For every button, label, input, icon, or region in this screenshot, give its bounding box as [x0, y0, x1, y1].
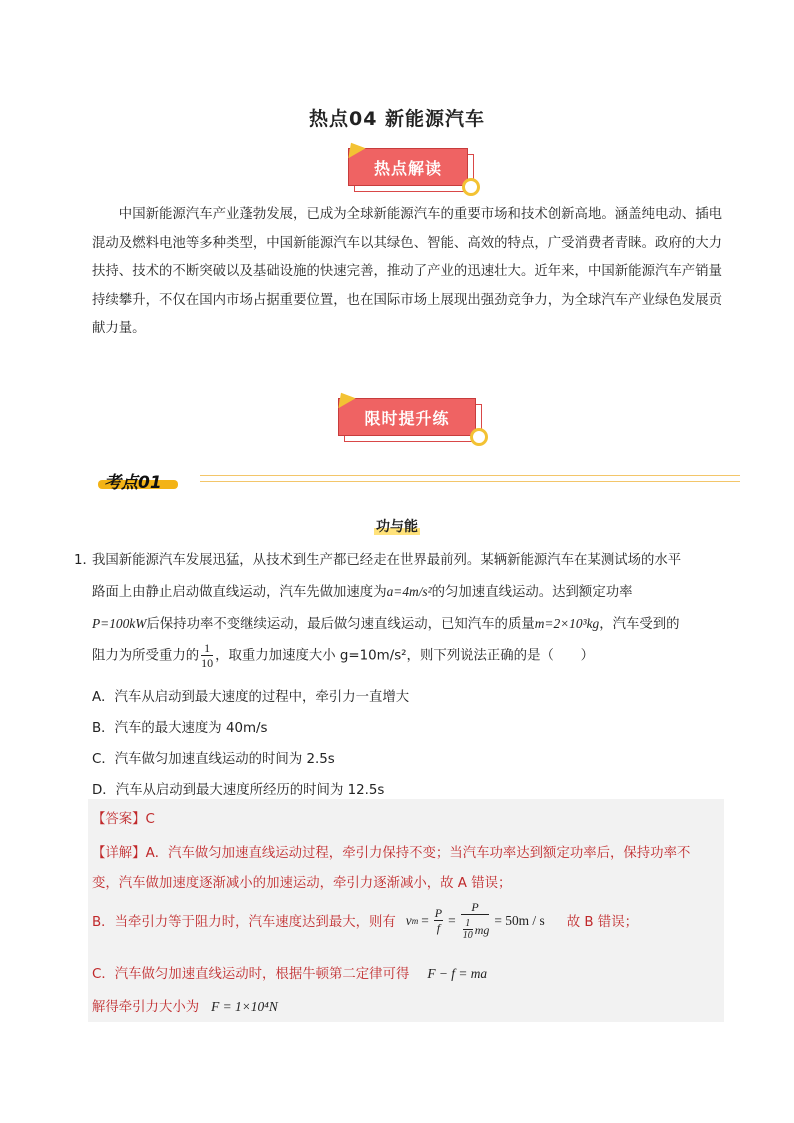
ring-icon	[470, 428, 488, 446]
section-title	[0, 516, 794, 536]
force-result: F = 1×10⁴N	[211, 999, 278, 1014]
detail-line-1: 【详解】A．汽车做匀加速直线运动过程，牵引力保持不变；当汽车功率达到额定功率后，保持功率不	[92, 846, 691, 861]
newton-formula: F − f = ma	[427, 966, 488, 981]
divider	[200, 475, 740, 482]
question-line-3: P=100kW后保持功率不变继续运动，最后做匀速直线运动，已知汽车的质量m=2×10³kg，汽车受到的	[92, 616, 680, 632]
kaodian-label: 考点01	[104, 473, 162, 493]
intro-paragraph: 中国新能源汽车产业蓬勃发展，已成为全球新能源汽车的重要市场和技术创新高地。涵盖纯电动、插电混动及燃料电池等多种类型，中国新能源汽车以其绿色、智能、高效的特点，广受消费者青睐。政府的大力扶持、技术的不断突破以及基础设施的快速完善，推动了产业的迅速壮大。近年来，中国新能源汽车产销量持续攀升，不仅在国内市场占据重要位置，也在国际市场上展现出强劲竞争力，为全球汽车产业绿色发展贡献力量。	[92, 207, 722, 336]
detail-line-2: 变，汽车做加速度逐渐减小的加速运动，牵引力逐渐减小，故 A 错误；	[92, 876, 512, 891]
practice-badge-label: 限时提升练	[338, 398, 476, 436]
hotspot-badge-label: 热点解读	[348, 148, 468, 186]
hotspot-badge	[348, 148, 468, 186]
option-c[interactable]: C．汽车做匀加速直线运动的时间为 2.5s	[92, 752, 335, 767]
fraction: $\frac{1}{10}$	[201, 641, 214, 670]
detail-b: B．当牵引力等于阻力时，汽车速度达到最大，则有 v m = $\frac{P}{f}$ = P $\frac{1}{10}$ mg = 50m / s 故 B 错误；	[92, 900, 638, 941]
ring-icon	[462, 178, 480, 196]
option-b[interactable]: B．汽车的最大速度为 40m/s	[92, 721, 268, 736]
option-d[interactable]: D．汽车从启动到最大速度所经历的时间为 12.5s	[92, 783, 385, 798]
section-title-text: 功与能	[376, 519, 418, 535]
detail-d: 解得牵引力大小为 F = 1×10⁴N	[92, 999, 278, 1015]
accel-value: a=4m/s²	[386, 584, 432, 599]
question-line-1: 我国新能源汽车发展迅猛，从技术到生产都已经走在世界最前列。某辆新能源汽车在某测试场的水平	[92, 553, 682, 568]
option-a[interactable]: A．汽车从启动到最大速度的过程中，牵引力一直增大	[92, 690, 410, 705]
detail-c: C．汽车做匀加速直线运动时，根据牛顿第二定律可得 F − f = ma	[92, 966, 488, 982]
kaodian-heading	[98, 468, 162, 493]
answer-label: 【答案】C	[92, 812, 155, 827]
max-speed-formula: v m = $\frac{P}{f}$ = P $\frac{1}{10}$ mg = 50m / s	[405, 900, 545, 941]
practice-badge	[338, 398, 476, 436]
page-title: 热点04 新能源汽车	[308, 108, 486, 130]
question-line-4: 阻力为所受重力的 $\frac{1}{10}$ ，取重力加速度大小 g=10m/s²，则下列说法正确的是（ ）	[92, 641, 595, 670]
question-line-2: 路面上由静止启动做直线运动，汽车先做加速度为a=4m/s²的匀加速直线运动。达到额定功率	[92, 584, 633, 600]
question-number: 1．	[74, 553, 96, 568]
